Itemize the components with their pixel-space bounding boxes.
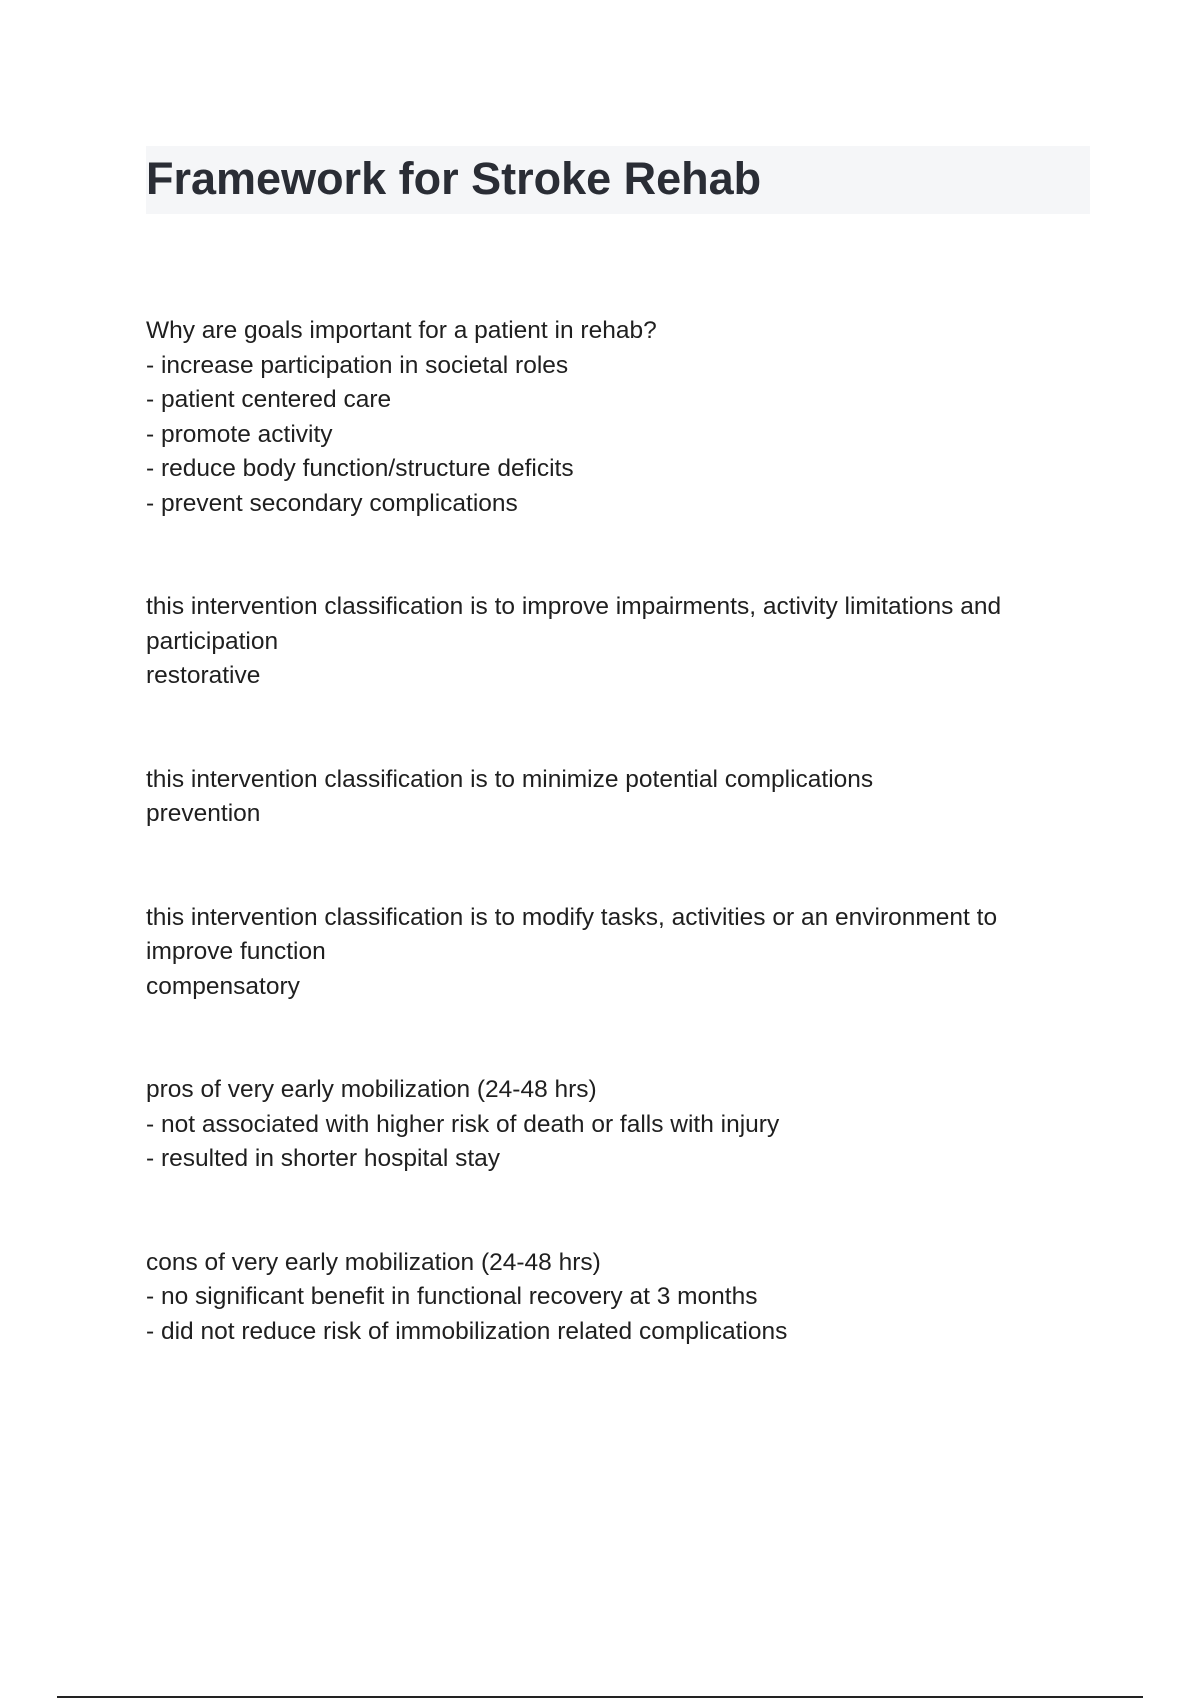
title-banner	[146, 146, 1090, 214]
flashcard-answer-line: - no significant benefit in functional recovery at 3 months	[146, 1283, 758, 1310]
flashcard-answer-line: - resulted in shorter hospital stay	[146, 1145, 501, 1172]
flashcard-question: Why are goals important for a patient in rehab?	[146, 317, 657, 344]
flashcard	[146, 1246, 1086, 1350]
flashcard-answer-line: - not associated with higher risk of death or falls with injury	[146, 1110, 780, 1138]
flashcard-answer-line: - reduce body function/structure deficits	[146, 455, 574, 482]
footer-divider	[57, 1696, 1143, 1698]
page-title: Framework for Stroke Rehab	[146, 153, 762, 204]
flashcard	[146, 901, 1086, 1005]
flashcard-question: pros of very early mobilization (24-48 hrs)	[146, 1076, 597, 1103]
flashcard-answer-line: - prevent secondary complications	[146, 489, 518, 517]
flashcard-answer-line: - did not reduce risk of immobilization related complications	[146, 1317, 788, 1345]
flashcard-list	[146, 314, 1086, 1349]
flashcard-answer-line: restorative	[146, 662, 261, 689]
flashcard-answer-line: compensatory	[146, 972, 300, 1000]
flashcard-question: this intervention classification is to modify tasks, activities or an environment to improve function	[146, 903, 1004, 965]
flashcard	[146, 1073, 1086, 1177]
flashcard	[146, 590, 1086, 694]
flashcard-question: this intervention classification is to improve impairments, activity limitations and participation	[146, 593, 1008, 655]
flashcard-answer-line: - promote activity	[146, 420, 333, 448]
flashcard	[146, 314, 1086, 521]
flashcard-answer-line: - increase participation in societal roles	[146, 351, 569, 379]
flashcard-question: this intervention classification is to minimize potential complications	[146, 765, 874, 793]
flashcard-answer-line: prevention	[146, 800, 261, 827]
flashcard-answer-line: - patient centered care	[146, 386, 392, 413]
flashcard-question: cons of very early mobilization (24-48 hrs)	[146, 1248, 601, 1276]
flashcard	[146, 763, 1086, 832]
